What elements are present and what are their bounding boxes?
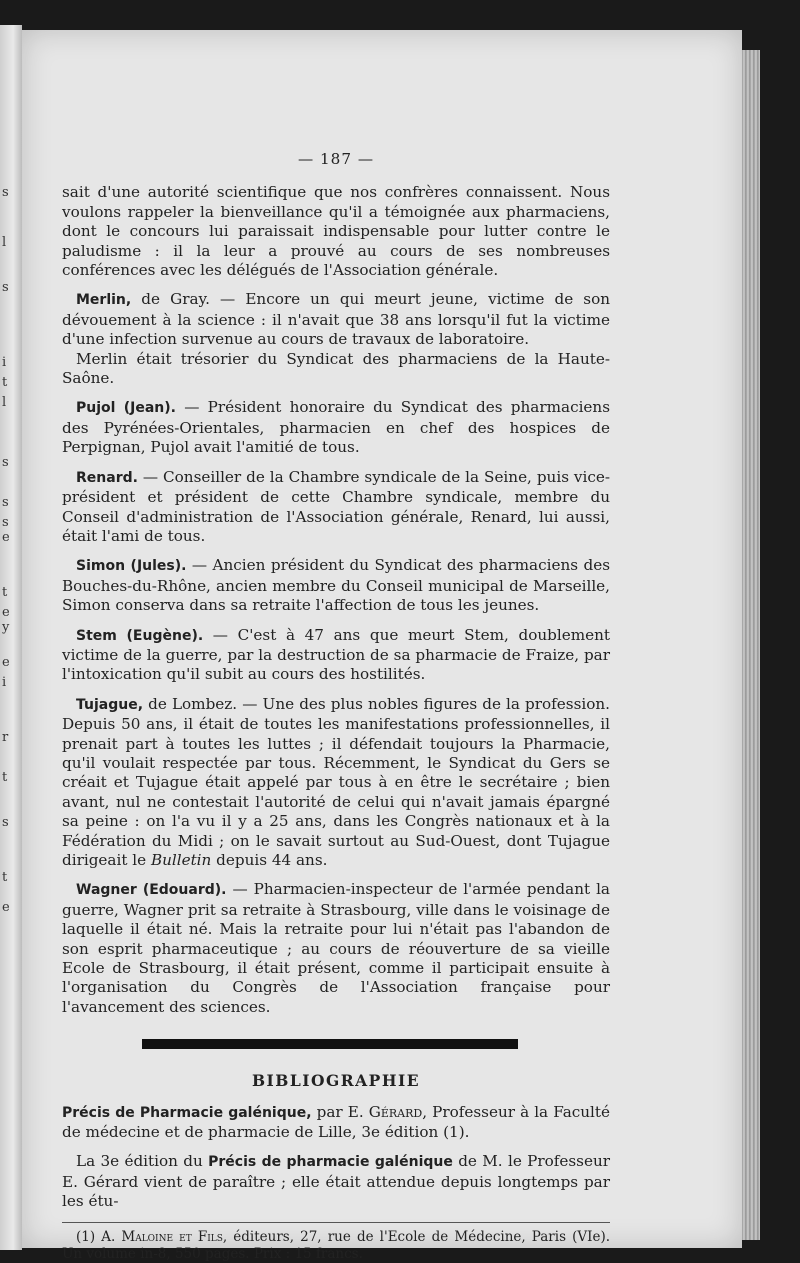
page-number: — 187 — [297, 150, 375, 168]
margin-mark: s [2, 815, 9, 830]
margin-mark: t [2, 870, 8, 885]
margin-mark: l [2, 235, 7, 250]
entry-stem [62, 626, 610, 685]
entry-name: Simon (Jules). [76, 558, 187, 575]
entry-name: Tujague, [76, 696, 144, 713]
margin-mark: l [2, 395, 7, 410]
entry-text: — Président honoraire du Syndicat des pharmaciens des Pyrénées-Orientales, pharmacien en chef des hospices de Perpignan, Pujol avait l'amitié de tous. [62, 398, 610, 457]
entry-text: — Pharmacien-inspecteur de l'armée pendant la guerre, Wagner prit sa retraite à Strasbourg, ville dans le voisinage de laquelle il était né. Mais la retraite pour lui n'était pas l'abandon de son esprit pharmaceutique ; au cours de réouverture de sa vieille Ecole de Strasbourg, il était présent, comme il participait ensuite à l'organisation du Congrès de l'Association française pour l'avancement des sciences. [62, 880, 610, 1016]
margin-mark: s [2, 185, 9, 200]
entry-text-end: depuis 44 ans. [211, 851, 328, 869]
footnote-marker: (1) A. [76, 1228, 122, 1245]
entry-text: de Gray. — Encore un qui meurt jeune, victime de son dévouement à la science : il n'avait que 38 ans lorsqu'il fut la victime d'une infection survenue au cours de travaux de laboratoire. [62, 290, 610, 349]
entry-name: Pujol (Jean). [76, 400, 176, 417]
book-author: Gérard [368, 1102, 423, 1121]
margin-mark: t [2, 375, 8, 390]
body-book-title: Précis de pharmacie galénique [208, 1154, 453, 1171]
footnote-text: , éditeurs, 27, rue de l'Ecole de Médecine, Paris (VIe). Un volume in-8, 550 pages. Prix : 15 francs. [62, 1228, 611, 1262]
document-page [22, 30, 742, 1262]
bibliography-heading: BIBLIOGRAPHIE [251, 1071, 421, 1091]
entry-pujol [62, 398, 610, 457]
body-text-2: de M. le Professeur E. Gérard vient de paraître ; elle était attendue depuis longtemps par les étu- [62, 1152, 610, 1211]
margin-mark: i [2, 675, 7, 690]
margin-mark: e [2, 605, 10, 620]
margin-mark: r [2, 730, 9, 745]
intro-paragraph: sait d'une autorité scientifique que nos confrères connaissent. Nous voulons rappeler la bienveillance qu'il a témoignée aux pharmaciens, dont le concours lui paraissait indispensable pour lutter contre le paludisme : il la leur a prouvé au cours de ses nombreuses conférences avec les délégués de l'Association générale. [62, 183, 610, 280]
entry-merlin [62, 290, 610, 388]
margin-mark: s [2, 455, 9, 470]
bulletin-title: Bulletin [150, 851, 212, 869]
entry-text: de Lombez. — Une des plus nobles figures de la profession. Depuis 50 ans, il était de toutes les manifestations professionnelles, il prenait part à toutes les luttes ; il défendait toujours la Pharmacie, qu'il voulait respectée par tous. Récemment, le Syndicat du Gers se créait et Tujague était appelé par tous à en être le secrétaire ; bien avant, nul ne contestait l'autorité de celui qui n'avait jamais épargné sa peine : on l'a vu il y a 25 ans, dans les Congrès nationaux et à la Fédération du Midi ; on le savait surtout au Sud-Ouest, dont Tujague dirigeait le [62, 694, 610, 869]
footnote-publisher: Maloine et Fils [121, 1228, 223, 1245]
book-meta-2: , Professeur à la Faculté de médecine et de pharmacie de Lille, 3e édition (1). [62, 1102, 610, 1142]
margin-mark: i [2, 355, 7, 370]
entry-name: Renard. [76, 469, 138, 486]
previous-page-edge [0, 25, 22, 1250]
bibliography-entry [62, 1103, 610, 1143]
book-title: Précis de Pharmacie galénique, [62, 1104, 312, 1121]
book-meta: par E. [311, 1102, 369, 1121]
margin-mark: y [2, 620, 10, 635]
margin-mark: s [2, 515, 9, 530]
body-text: La 3e édition du [76, 1152, 209, 1171]
margin-mark: s [2, 280, 9, 295]
margin-mark: s [2, 495, 9, 510]
entry-name: Merlin, [76, 292, 132, 309]
footnote [62, 1229, 610, 1263]
margin-mark: e [2, 655, 10, 670]
entry-text-2: Merlin était trésorier du Syndicat des pharmaciens de la Haute-Saône. [62, 349, 610, 388]
entry-text: — Conseiller de la Chambre syndicale de la Seine, puis vice-président et président de cette Chambre syndicale, membre du Conseil d'administration de l'Association générale, Renard, lui aussi, était l'ami de tous. [62, 467, 610, 545]
margin-mark: e [2, 900, 10, 915]
entry-text: — Ancien président du Syndicat des pharmaciens des Bouches-du-Rhône, ancien membre du Conseil municipal de Marseille, Simon conserva dans sa retraite l'affection de tous les jeunes. [62, 556, 610, 615]
bibliography-body [62, 1152, 610, 1211]
margin-mark: t [2, 585, 8, 600]
entry-name: Stem (Eugène). [76, 627, 204, 644]
page-content [62, 150, 610, 1263]
margin-mark: e [2, 530, 10, 545]
margin-marks [0, 25, 22, 1250]
entry-text: — C'est à 47 ans que meurt Stem, doublement victime de la guerre, par la destruction de sa pharmacie de Fraize, par l'intoxication qu'il subit au cours des hostilités. [62, 625, 610, 684]
entry-tujague [62, 695, 610, 871]
entry-name: Wagner (Edouard). [76, 882, 227, 899]
entry-wagner [62, 880, 610, 1017]
footnote-divider [62, 1222, 610, 1223]
entry-simon [62, 556, 610, 615]
entry-renard [62, 468, 610, 547]
margin-mark: t [2, 770, 8, 785]
section-divider [142, 1039, 518, 1049]
